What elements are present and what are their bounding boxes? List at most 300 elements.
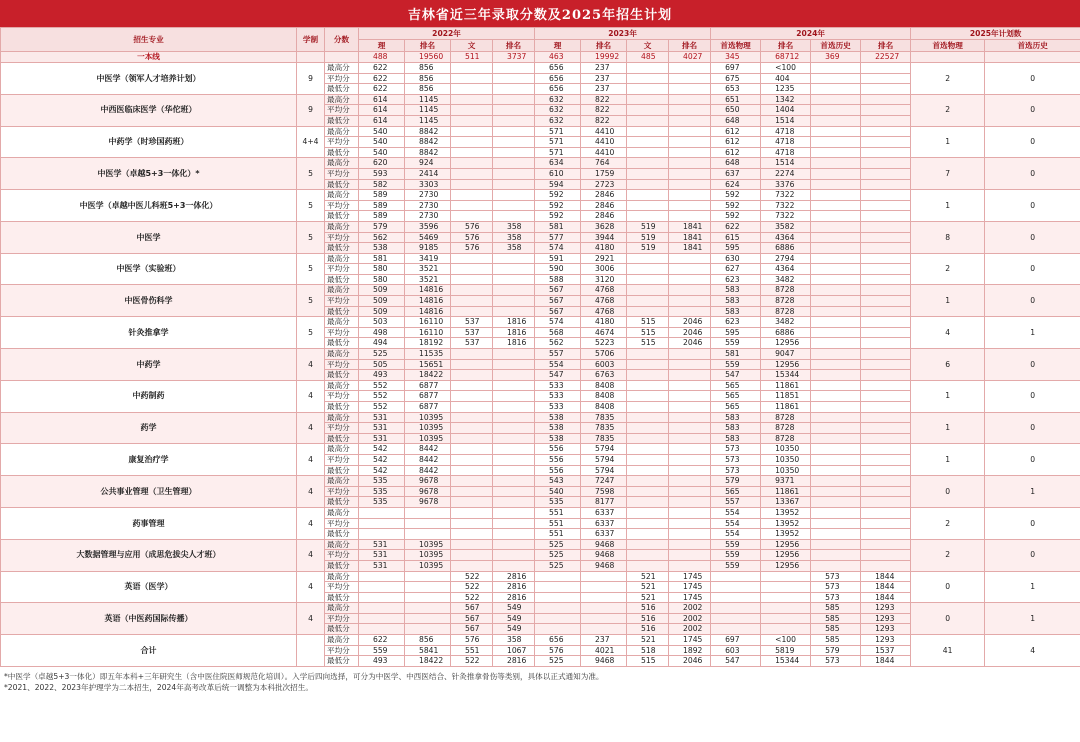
- score-cell: 4768: [581, 306, 627, 317]
- table-row: [1, 349, 1080, 360]
- score-cell: [669, 518, 711, 529]
- score-cell: 573: [711, 454, 761, 465]
- score-cell: [493, 147, 535, 158]
- score-cell: [669, 264, 711, 275]
- plan-phys-count: 2: [911, 507, 985, 539]
- score-cell: [627, 306, 669, 317]
- score-cell: [861, 402, 911, 413]
- score-cell: [451, 179, 493, 190]
- score-cell: 620: [359, 158, 405, 169]
- major-name: 康复治疗学: [1, 444, 297, 476]
- score-cell: [627, 179, 669, 190]
- score-cell: 237: [581, 73, 627, 84]
- score-cell: 822: [581, 94, 627, 105]
- plan-phys-count: 8: [911, 221, 985, 253]
- score-cell: 559: [711, 550, 761, 561]
- score-cell: [405, 582, 451, 593]
- score-cell: [451, 465, 493, 476]
- score-cell: [493, 190, 535, 201]
- score-type-label: 最高分: [325, 603, 359, 614]
- header-2025-plan: 2025年计划数: [911, 28, 1080, 40]
- score-cell: [493, 73, 535, 84]
- score-cell: 1537: [861, 645, 911, 656]
- score-cell: 9468: [581, 550, 627, 561]
- score-cell: [627, 94, 669, 105]
- score-cell: 622: [359, 635, 405, 646]
- score-cell: 9678: [405, 497, 451, 508]
- score-cell: 615: [711, 232, 761, 243]
- score-cell: 2730: [405, 190, 451, 201]
- score-cell: [861, 380, 911, 391]
- score-cell: 1235: [761, 84, 811, 95]
- score-cell: 14816: [405, 296, 451, 307]
- score-type-label: 平均分: [325, 454, 359, 465]
- score-cell: [811, 179, 861, 190]
- score-cell: [627, 137, 669, 148]
- score-cell: 9371: [761, 476, 811, 487]
- score-cell: 2414: [405, 168, 451, 179]
- score-cell: 4410: [581, 147, 627, 158]
- score-cell: [811, 423, 861, 434]
- header-2024-phys-rank: 排名: [761, 40, 811, 52]
- score-cell: [811, 84, 861, 95]
- score-cell: 2794: [761, 253, 811, 264]
- score-type-label: 平均分: [325, 73, 359, 84]
- plan-hist-count: 0: [985, 221, 1080, 253]
- score-cell: 1841: [669, 232, 711, 243]
- score-cell: [861, 444, 911, 455]
- major-name: 合计: [1, 635, 297, 667]
- score-cell: [493, 168, 535, 179]
- score-cell: [493, 529, 535, 540]
- score-cell: 535: [535, 497, 581, 508]
- major-group: [1, 285, 1080, 317]
- plan-phys-count: 2: [911, 253, 985, 285]
- header-2022: 2022年: [359, 28, 535, 40]
- score-cell: [451, 370, 493, 381]
- score-cell: 1841: [669, 221, 711, 232]
- score-cell: [811, 253, 861, 264]
- score-cell: [861, 264, 911, 275]
- score-cell: [669, 285, 711, 296]
- score-cell: 562: [535, 338, 581, 349]
- score-cell: 571: [535, 137, 581, 148]
- score-cell: [861, 105, 911, 116]
- score-type-label: 平均分: [325, 582, 359, 593]
- score-type-label: 最高分: [325, 285, 359, 296]
- score-cell: [451, 412, 493, 423]
- score-cell: [811, 190, 861, 201]
- score-cell: [669, 529, 711, 540]
- score-cell: [811, 115, 861, 126]
- score-cell: [451, 359, 493, 370]
- benchmark-value: 345: [711, 52, 761, 63]
- score-type-label: 平均分: [325, 486, 359, 497]
- score-cell: [451, 84, 493, 95]
- major-duration: 4: [297, 571, 325, 603]
- score-cell: 4180: [581, 317, 627, 328]
- score-cell: <100: [761, 63, 811, 74]
- score-cell: 764: [581, 158, 627, 169]
- score-cell: [861, 179, 911, 190]
- score-cell: [627, 63, 669, 74]
- score-cell: 612: [711, 147, 761, 158]
- score-cell: [861, 306, 911, 317]
- score-cell: [861, 253, 911, 264]
- score-cell: [359, 613, 405, 624]
- major-duration: 4: [297, 539, 325, 571]
- score-cell: [627, 84, 669, 95]
- score-cell: 634: [535, 158, 581, 169]
- score-cell: 556: [535, 444, 581, 455]
- plan-hist-count: 0: [985, 253, 1080, 285]
- score-cell: [359, 582, 405, 593]
- score-cell: [627, 412, 669, 423]
- score-cell: [493, 264, 535, 275]
- score-cell: [669, 63, 711, 74]
- score-cell: 856: [405, 635, 451, 646]
- major-group: [1, 63, 1080, 95]
- score-cell: 525: [359, 349, 405, 360]
- score-cell: [493, 84, 535, 95]
- score-cell: 6337: [581, 518, 627, 529]
- score-cell: [451, 518, 493, 529]
- score-type-label: 最低分: [325, 497, 359, 508]
- score-cell: [627, 190, 669, 201]
- score-cell: [811, 232, 861, 243]
- score-type-label: 最低分: [325, 402, 359, 413]
- plan-phys-count: 7: [911, 158, 985, 190]
- major-group: [1, 253, 1080, 285]
- plan-phys-count: 0: [911, 571, 985, 603]
- score-cell: 547: [711, 370, 761, 381]
- major-duration: 4: [297, 380, 325, 412]
- score-cell: [669, 380, 711, 391]
- score-cell: 6877: [405, 402, 451, 413]
- score-cell: [811, 550, 861, 561]
- score-cell: [627, 465, 669, 476]
- score-cell: [493, 497, 535, 508]
- score-type-label: 平均分: [325, 391, 359, 402]
- score-cell: 651: [711, 94, 761, 105]
- score-cell: 1892: [669, 645, 711, 656]
- score-type-label: 最低分: [325, 529, 359, 540]
- score-cell: 3521: [405, 274, 451, 285]
- score-cell: [627, 423, 669, 434]
- score-cell: [669, 168, 711, 179]
- score-cell: [669, 370, 711, 381]
- score-cell: 525: [535, 550, 581, 561]
- score-cell: [405, 571, 451, 582]
- score-cell: [811, 338, 861, 349]
- major-name: 中医学（卓越中医儿科班5+3一体化）: [1, 190, 297, 222]
- score-cell: [451, 63, 493, 74]
- score-cell: [861, 158, 911, 169]
- score-cell: [359, 507, 405, 518]
- score-cell: 11861: [761, 402, 811, 413]
- score-cell: 571: [535, 147, 581, 158]
- table-row: [1, 380, 1080, 391]
- score-cell: 549: [493, 624, 535, 635]
- score-cell: 551: [451, 645, 493, 656]
- score-cell: 583: [711, 306, 761, 317]
- major-group: [1, 603, 1080, 635]
- score-cell: [627, 349, 669, 360]
- major-group: [1, 412, 1080, 444]
- score-cell: [861, 200, 911, 211]
- score-cell: 1759: [581, 168, 627, 179]
- score-cell: 579: [811, 645, 861, 656]
- score-cell: 237: [581, 63, 627, 74]
- score-cell: 6886: [761, 243, 811, 254]
- score-type-label: 平均分: [325, 232, 359, 243]
- score-cell: [861, 465, 911, 476]
- score-cell: 3419: [405, 253, 451, 264]
- score-cell: 525: [535, 560, 581, 571]
- score-cell: 515: [627, 656, 669, 667]
- score-cell: 588: [535, 274, 581, 285]
- score-cell: 521: [627, 635, 669, 646]
- major-group: [1, 380, 1080, 412]
- score-cell: 2816: [493, 656, 535, 667]
- table-row: [1, 126, 1080, 137]
- score-cell: 10395: [405, 412, 451, 423]
- major-group: [1, 221, 1080, 253]
- score-cell: 3628: [581, 221, 627, 232]
- page-title: 吉林省近三年录取分数及2025年招生计划: [0, 0, 1080, 27]
- score-cell: [451, 137, 493, 148]
- score-cell: 503: [359, 317, 405, 328]
- score-cell: 10395: [405, 433, 451, 444]
- score-cell: [493, 179, 535, 190]
- score-cell: 2921: [581, 253, 627, 264]
- score-cell: [861, 147, 911, 158]
- score-cell: 509: [359, 285, 405, 296]
- major-group: [1, 507, 1080, 539]
- score-cell: 624: [711, 179, 761, 190]
- score-cell: 656: [535, 63, 581, 74]
- score-cell: [669, 126, 711, 137]
- score-cell: 493: [359, 370, 405, 381]
- score-cell: [359, 603, 405, 614]
- score-cell: 632: [535, 115, 581, 126]
- score-type-label: 最高分: [325, 317, 359, 328]
- score-cell: 856: [405, 73, 451, 84]
- score-cell: [451, 486, 493, 497]
- score-cell: [861, 137, 911, 148]
- score-cell: 519: [627, 243, 669, 254]
- score-cell: 6003: [581, 359, 627, 370]
- score-cell: 8442: [405, 444, 451, 455]
- score-cell: [627, 402, 669, 413]
- score-cell: 656: [535, 635, 581, 646]
- score-type-label: 最高分: [325, 253, 359, 264]
- score-cell: 592: [535, 211, 581, 222]
- score-cell: [405, 529, 451, 540]
- score-cell: 4364: [761, 264, 811, 275]
- score-cell: 18192: [405, 338, 451, 349]
- score-cell: [493, 63, 535, 74]
- score-cell: 15344: [761, 656, 811, 667]
- score-cell: [493, 285, 535, 296]
- score-cell: 653: [711, 84, 761, 95]
- score-cell: [493, 391, 535, 402]
- score-cell: 13952: [761, 518, 811, 529]
- score-cell: 1844: [861, 656, 911, 667]
- score-type-label: 最高分: [325, 507, 359, 518]
- score-cell: 10350: [761, 465, 811, 476]
- score-cell: 1404: [761, 105, 811, 116]
- score-cell: 358: [493, 635, 535, 646]
- score-cell: [451, 444, 493, 455]
- score-cell: 516: [627, 624, 669, 635]
- score-cell: [535, 613, 581, 624]
- benchmark-value: 485: [627, 52, 669, 63]
- score-cell: [861, 115, 911, 126]
- score-cell: [451, 539, 493, 550]
- score-cell: 579: [359, 221, 405, 232]
- score-type-label: 最低分: [325, 84, 359, 95]
- score-cell: 3006: [581, 264, 627, 275]
- score-cell: 542: [359, 454, 405, 465]
- score-cell: 4021: [581, 645, 627, 656]
- score-cell: 573: [711, 444, 761, 455]
- score-type-label: 最高分: [325, 571, 359, 582]
- score-cell: [811, 518, 861, 529]
- score-cell: 8442: [405, 454, 451, 465]
- score-cell: 4180: [581, 243, 627, 254]
- score-cell: 8442: [405, 465, 451, 476]
- score-cell: [627, 518, 669, 529]
- score-cell: [627, 560, 669, 571]
- score-cell: [811, 63, 861, 74]
- score-cell: [405, 613, 451, 624]
- score-cell: [861, 412, 911, 423]
- score-cell: [861, 94, 911, 105]
- score-type-label: 最低分: [325, 433, 359, 444]
- plan-hist-count: 0: [985, 507, 1080, 539]
- benchmark-value: 511: [451, 52, 493, 63]
- score-cell: 9678: [405, 486, 451, 497]
- score-cell: [669, 391, 711, 402]
- score-cell: 565: [711, 402, 761, 413]
- score-type-label: 平均分: [325, 168, 359, 179]
- score-cell: [451, 264, 493, 275]
- score-cell: 822: [581, 105, 627, 116]
- table-row: [1, 476, 1080, 487]
- score-cell: [493, 359, 535, 370]
- score-cell: [761, 582, 811, 593]
- score-cell: 531: [359, 539, 405, 550]
- score-cell: 358: [493, 232, 535, 243]
- score-cell: [761, 603, 811, 614]
- major-name: 中医骨伤科学: [1, 285, 297, 317]
- plan-phys-count: 1: [911, 412, 985, 444]
- score-cell: 610: [535, 168, 581, 179]
- benchmark-label: 一本线: [1, 52, 297, 63]
- score-cell: 573: [811, 582, 861, 593]
- table-row: [1, 507, 1080, 518]
- score-cell: [669, 454, 711, 465]
- score-cell: 856: [405, 84, 451, 95]
- score-cell: 1816: [493, 338, 535, 349]
- major-group: [1, 126, 1080, 158]
- score-cell: 2274: [761, 168, 811, 179]
- score-cell: [451, 507, 493, 518]
- score-type-label: 平均分: [325, 327, 359, 338]
- score-cell: 7322: [761, 200, 811, 211]
- admission-score-table: [0, 27, 1080, 667]
- score-cell: [811, 359, 861, 370]
- score-cell: 7322: [761, 211, 811, 222]
- score-cell: 697: [711, 63, 761, 74]
- score-cell: 648: [711, 158, 761, 169]
- score-cell: [359, 624, 405, 635]
- score-cell: 2046: [669, 317, 711, 328]
- score-cell: 358: [493, 221, 535, 232]
- score-cell: 9468: [581, 539, 627, 550]
- footnote-1: *中医学（卓越5+3一体化）即五年本科+三年研究生（含中医住院医师规范化培训）。入学后四向选择，可分为中医学、中西医结合、针灸推拿骨伤等类别，具体以正式通知为准。: [4, 671, 604, 681]
- score-cell: [581, 613, 627, 624]
- score-cell: [627, 476, 669, 487]
- score-cell: 8842: [405, 137, 451, 148]
- plan-phys-count: 1: [911, 190, 985, 222]
- score-cell: 1342: [761, 94, 811, 105]
- score-cell: 585: [811, 624, 861, 635]
- footnotes: [0, 667, 1080, 693]
- score-cell: 573: [811, 571, 861, 582]
- score-type-label: 最低分: [325, 656, 359, 667]
- score-cell: [861, 539, 911, 550]
- score-cell: [451, 560, 493, 571]
- score-cell: 585: [811, 635, 861, 646]
- score-cell: [861, 168, 911, 179]
- score-cell: 5223: [581, 338, 627, 349]
- score-cell: [811, 126, 861, 137]
- plan-hist-count: 0: [985, 126, 1080, 158]
- table-row: [1, 285, 1080, 296]
- score-cell: [493, 507, 535, 518]
- score-cell: [669, 550, 711, 561]
- score-cell: [861, 63, 911, 74]
- score-cell: 237: [581, 635, 627, 646]
- score-cell: 589: [359, 190, 405, 201]
- score-cell: [811, 327, 861, 338]
- score-cell: [811, 412, 861, 423]
- score-cell: [627, 253, 669, 264]
- score-cell: [811, 168, 861, 179]
- major-duration: 9: [297, 94, 325, 126]
- score-cell: 521: [627, 582, 669, 593]
- benchmark-value: 463: [535, 52, 581, 63]
- score-cell: 2002: [669, 603, 711, 614]
- benchmark-value: 19992: [581, 52, 627, 63]
- score-cell: 540: [359, 147, 405, 158]
- major-duration: 5: [297, 317, 325, 349]
- score-cell: 4410: [581, 126, 627, 137]
- score-cell: [627, 285, 669, 296]
- header-2024-hist: 首选历史: [811, 40, 861, 52]
- score-cell: [669, 444, 711, 455]
- benchmark-value: 369: [811, 52, 861, 63]
- score-cell: 1841: [669, 243, 711, 254]
- score-cell: 1067: [493, 645, 535, 656]
- score-cell: 589: [359, 211, 405, 222]
- score-cell: 8408: [581, 380, 627, 391]
- score-cell: [811, 243, 861, 254]
- score-cell: [627, 486, 669, 497]
- score-cell: 592: [535, 200, 581, 211]
